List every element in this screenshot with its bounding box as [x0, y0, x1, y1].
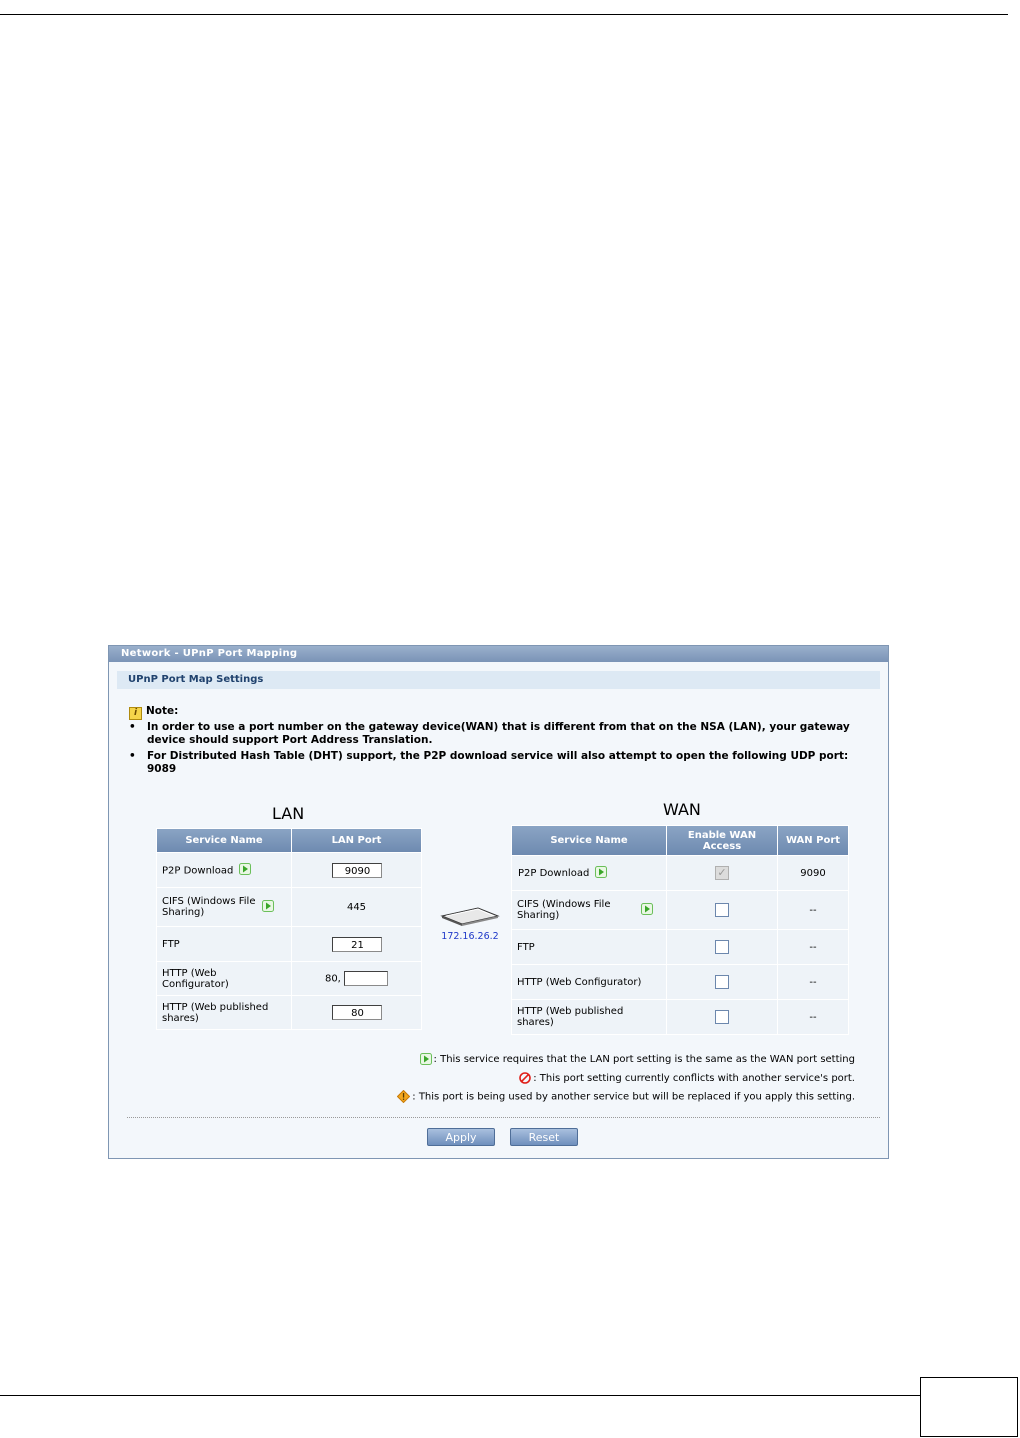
table-row	[157, 996, 421, 1029]
table-row	[512, 856, 848, 890]
service-name-cell	[157, 996, 291, 1029]
table-row	[512, 891, 848, 929]
wan-header-service: Service Name	[512, 826, 666, 855]
wan-port-cell: --	[778, 891, 848, 929]
legend-same-port	[420, 1053, 855, 1065]
wan-port-cell: --	[778, 965, 848, 999]
panel-title: Network - UPnP Port Mapping	[109, 646, 888, 662]
table-row	[157, 888, 421, 926]
note-text: For Distributed Hash Table (DHT) support, the P2P download service will also attempt to open the following UDP port: 9089	[147, 750, 849, 775]
section-title: UPnP Port Map Settings	[117, 671, 880, 689]
upnp-port-mapping-panel	[108, 645, 889, 1159]
wan-header-row	[512, 826, 848, 855]
port-cell	[292, 853, 421, 887]
apply-button[interactable]: Apply	[427, 1128, 495, 1146]
legend-text: : This port is being used by another service but will be replaced if you apply this setting.	[412, 1091, 855, 1103]
enable-cell	[667, 1000, 777, 1034]
port-text: 80,	[324, 973, 341, 985]
lan-port-input[interactable]	[344, 971, 388, 986]
lan-port-input[interactable]: 21	[332, 937, 382, 952]
router	[435, 902, 505, 942]
router-ip: 172.16.26.2	[441, 931, 499, 942]
note-label: Note:	[146, 705, 179, 717]
table-row	[512, 930, 848, 964]
service-name-cell	[157, 888, 291, 926]
top-rule	[0, 14, 1008, 15]
service-name: HTTP (Web published shares)	[517, 1006, 624, 1028]
legend-replace	[397, 1090, 855, 1103]
wan-access-checkbox[interactable]: ✓	[715, 866, 729, 880]
note-heading	[129, 705, 178, 720]
green-arrow-icon	[239, 863, 251, 878]
wan-title: WAN	[663, 800, 701, 819]
router-icon	[435, 902, 505, 930]
note-text: In order to use a port number on the gateway device(WAN) that is different from that on the NSA (LAN), your gateway device should support Port Address Translation.	[147, 721, 850, 746]
service-name: CIFS (Windows File Sharing)	[517, 899, 611, 921]
wan-access-checkbox[interactable]	[715, 940, 729, 954]
wan-access-checkbox[interactable]	[715, 975, 729, 989]
green-arrow-icon	[595, 866, 607, 881]
service-name: P2P Download	[162, 865, 234, 876]
lan-table	[156, 828, 422, 1030]
table-row	[157, 927, 421, 961]
bullet-dot: •	[129, 750, 136, 762]
table-row	[157, 962, 421, 995]
page-number-box	[920, 1377, 1018, 1437]
info-icon: i	[129, 707, 142, 720]
legend-conflict	[519, 1072, 855, 1084]
conflict-icon	[519, 1073, 533, 1084]
legend-text: : This port setting currently conflicts with another service's port.	[533, 1073, 855, 1084]
lan-port-input[interactable]: 80	[332, 1005, 382, 1020]
warning-icon	[397, 1092, 412, 1103]
lan-title: LAN	[272, 804, 305, 823]
wan-header-enable: Enable WAN Access	[667, 826, 777, 855]
port-cell	[292, 996, 421, 1029]
green-arrow-icon	[420, 1054, 434, 1065]
legend-text: : This service requires that the LAN port setting is the same as the WAN port setting	[433, 1054, 855, 1065]
separator	[127, 1117, 880, 1118]
wan-access-checkbox[interactable]	[715, 1010, 729, 1024]
table-row	[512, 965, 848, 999]
service-name-cell	[512, 1000, 666, 1034]
enable-cell	[667, 856, 777, 890]
lan-header-service: Service Name	[157, 829, 291, 852]
service-name: P2P Download	[518, 868, 590, 879]
table-row	[157, 853, 421, 887]
service-name: CIFS (Windows File Sharing)	[162, 896, 256, 918]
port-cell	[292, 927, 421, 961]
bullet-dot: •	[129, 721, 136, 733]
wan-port-cell: --	[778, 930, 848, 964]
service-name-cell	[157, 853, 291, 887]
note-bullet-1	[129, 721, 879, 747]
port-cell: 445	[292, 888, 421, 926]
service-name-cell	[157, 962, 291, 995]
service-name: HTTP (Web Configurator)	[512, 965, 666, 999]
service-name: HTTP (Web published shares)	[162, 1001, 269, 1024]
enable-cell	[667, 930, 777, 964]
wan-header-port: WAN Port	[778, 826, 848, 855]
reset-button[interactable]: Reset	[510, 1128, 578, 1146]
service-name: FTP	[157, 927, 291, 961]
lan-port-input[interactable]: 9090	[332, 863, 382, 878]
wan-access-checkbox[interactable]	[715, 903, 729, 917]
wan-port-cell: --	[778, 1000, 848, 1034]
bottom-rule	[0, 1395, 920, 1396]
service-name-cell	[512, 891, 666, 929]
wan-port-cell: 9090	[778, 856, 848, 890]
lan-header-port: LAN Port	[292, 829, 421, 852]
table-row	[512, 1000, 848, 1034]
port-cell	[292, 962, 421, 995]
enable-cell	[667, 891, 777, 929]
lan-header-row	[157, 829, 421, 852]
green-arrow-icon	[641, 903, 653, 918]
service-name: FTP	[512, 930, 666, 964]
green-arrow-icon	[262, 900, 274, 915]
note-bullet-2	[129, 750, 879, 776]
service-name: HTTP (Web Configurator)	[162, 967, 229, 990]
enable-cell	[667, 965, 777, 999]
service-name-cell	[512, 856, 666, 890]
wan-table	[511, 825, 849, 1035]
